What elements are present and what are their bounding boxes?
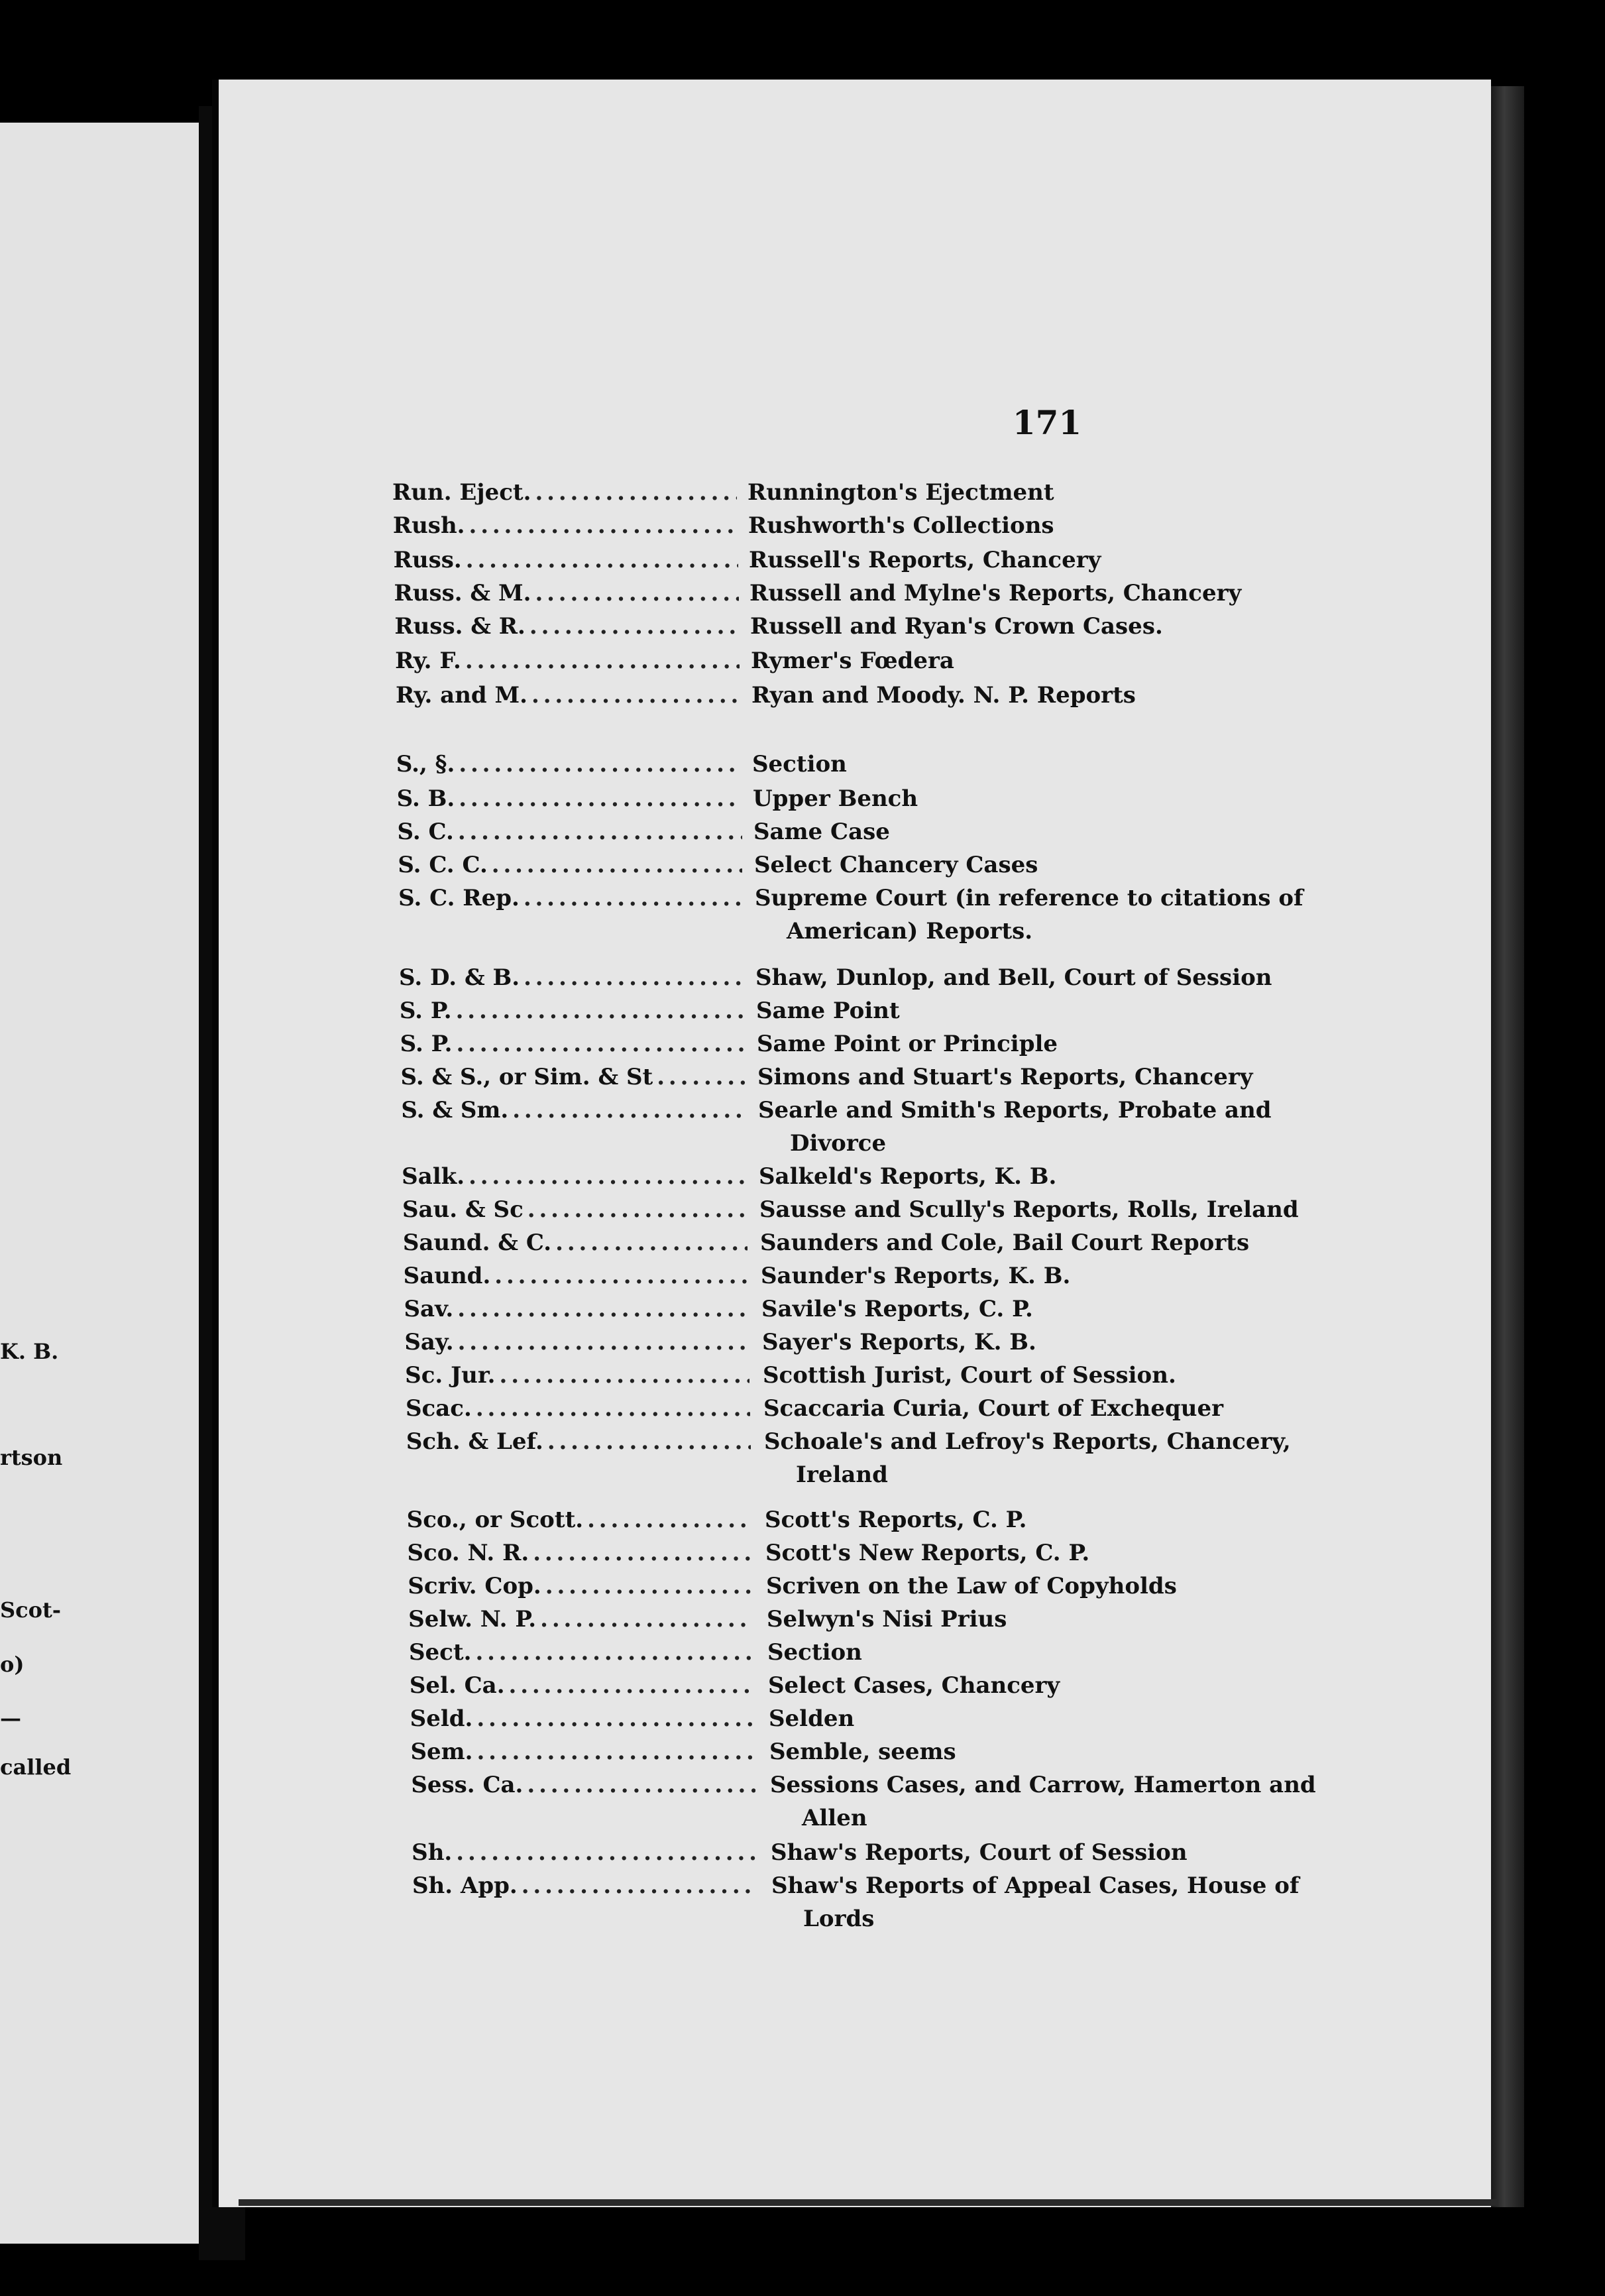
abbreviation-term (404, 1259, 748, 1292)
abbreviation-term (396, 748, 741, 781)
abbreviation-term (400, 1027, 745, 1061)
meaning-text: Scaccaria Curia, Court of Exchequer (763, 1395, 1224, 1422)
abbreviation-text: Sc. Jur. (405, 1362, 496, 1389)
meaning-text: Sausse and Scully's Reports, Rolls, Ireland (759, 1196, 1299, 1223)
meaning-text: Same Point or Principle (757, 1031, 1058, 1057)
abbreviation-term (399, 961, 744, 994)
abbreviation-meaning (756, 994, 1313, 1027)
abbreviation-term (398, 815, 742, 848)
meaning-text: Section (767, 1639, 862, 1666)
page-bottom-edge (239, 2199, 1498, 2206)
abbreviation-meaning (765, 1536, 1322, 1570)
meaning-text: Select Cases, Chancery (768, 1672, 1060, 1699)
facing-page-fragment: K. B. (0, 1339, 59, 1364)
abbreviation-text: Run. Eject. (392, 479, 531, 506)
abbreviation-term (408, 1603, 753, 1636)
abbreviation-term (402, 1193, 747, 1226)
meaning-text: Searle and Smith's Reports, Probate and (758, 1097, 1272, 1123)
abbreviation-meaning (761, 1292, 1318, 1326)
abbreviation-term (409, 1636, 753, 1669)
abbreviation-meaning (763, 1392, 1320, 1425)
abbreviation-term (412, 1869, 757, 1902)
abbreviation-meaning (751, 679, 1308, 712)
meaning-continuation: Allen (802, 1805, 867, 1831)
meaning-text: Same Case (753, 819, 890, 845)
abbreviation-meaning (759, 1160, 1315, 1193)
abbreviation-term (408, 1570, 752, 1603)
abbreviation-meaning (768, 1669, 1325, 1702)
abbreviation-meaning (757, 1061, 1314, 1094)
abbreviation-term (408, 1536, 752, 1570)
abbreviation-text: Seld. (410, 1705, 473, 1732)
abbreviation-meaning (767, 1603, 1323, 1636)
abbreviation-text: S. P. (400, 1031, 453, 1057)
abbreviation-term (404, 1292, 749, 1326)
abbreviation-meaning (762, 1326, 1319, 1359)
abbreviation-meaning (753, 782, 1309, 815)
abbreviation-term (400, 994, 744, 1027)
abbreviation-meaning (757, 1027, 1313, 1061)
meaning-text: Sayer's Reports, K. B. (762, 1329, 1036, 1355)
abbreviation-text: S. & Sm. (401, 1097, 509, 1123)
facing-page-fragment: rtson (0, 1445, 63, 1470)
abbreviation-text: Sel. Ca. (409, 1672, 505, 1699)
meaning-text: Semble, seems (769, 1739, 956, 1765)
meaning-text: Saunders and Cole, Bail Court Reports (760, 1230, 1250, 1256)
page-edge (1491, 86, 1524, 2207)
abbreviation-term (398, 882, 743, 915)
abbreviation-meaning (752, 748, 1309, 781)
abbreviation-meaning (767, 1636, 1324, 1669)
abbreviation-text: Rush. (392, 512, 465, 539)
meaning-text: Saunder's Reports, K. B. (761, 1263, 1071, 1289)
meaning-text: Schoale's and Lefroy's Reports, Chancery, (764, 1428, 1291, 1455)
abbreviation-term (398, 848, 742, 882)
facing-page-fragment: — (0, 1705, 21, 1731)
abbreviation-meaning (755, 961, 1312, 994)
abbreviation-meaning (759, 1193, 1316, 1226)
meaning-text: Scott's New Reports, C. P. (765, 1540, 1090, 1566)
meaning-text: Ryan and Moody. N. P. Reports (751, 682, 1136, 709)
abbreviation-term (404, 1326, 749, 1359)
abbreviation-term (406, 1392, 750, 1425)
meaning-text: Savile's Reports, C. P. (761, 1296, 1033, 1322)
facing-page-fragment: called (0, 1754, 72, 1780)
abbreviation-term (395, 644, 740, 677)
abbreviation-meaning (758, 1094, 1315, 1160)
abbreviation-text: Sau. & Sc (402, 1196, 524, 1223)
abbreviation-meaning (766, 1570, 1323, 1603)
abbreviation-meaning (749, 544, 1305, 577)
abbreviation-term (403, 1226, 747, 1259)
abbreviation-meaning (763, 1359, 1319, 1392)
meaning-text: Runnington's Ejectment (747, 479, 1054, 506)
document-page (212, 80, 1491, 2207)
abbreviation-term (411, 1768, 755, 1802)
meaning-text: Upper Bench (753, 785, 918, 812)
meaning-text: Shaw's Reports of Appeal Cases, House of (771, 1872, 1300, 1899)
meaning-text: Sessions Cases, and Carrow, Hamerton and (770, 1772, 1316, 1798)
abbreviation-text: Sect. (409, 1639, 472, 1666)
abbreviation-text: S. & S., or Sim. & St (400, 1064, 653, 1090)
meaning-text: Scriven on the Law of Copyholds (766, 1573, 1177, 1599)
abbreviation-text: Russ. & M. (394, 580, 531, 606)
abbreviation-text: Sh. (412, 1839, 453, 1866)
abbreviation-meaning (753, 815, 1310, 848)
meaning-text: Select Chancery Cases (754, 852, 1038, 878)
meaning-text: Russell and Ryan's Crown Cases. (750, 613, 1163, 640)
abbreviation-text: Russ. & R. (394, 613, 526, 640)
abbreviation-text: Saund. (403, 1263, 491, 1289)
abbreviation-meaning (749, 577, 1306, 610)
abbreviation-text: Sco. N. R. (407, 1540, 529, 1566)
abbreviation-text: Russ. (393, 547, 462, 573)
abbreviation-meaning (747, 476, 1304, 509)
abbreviation-term (396, 679, 740, 712)
abbreviation-meaning (761, 1259, 1317, 1292)
abbreviation-term (411, 1735, 755, 1768)
abbreviation-meaning (751, 644, 1307, 677)
abbreviation-text: Scac. (406, 1395, 472, 1422)
abbreviation-meaning (760, 1226, 1317, 1259)
page-number: 171 (1012, 403, 1082, 442)
meaning-text: Scottish Jurist, Court of Session. (763, 1362, 1176, 1389)
meaning-text: Russell's Reports, Chancery (749, 547, 1101, 573)
abbreviation-meaning (771, 1836, 1327, 1869)
meaning-continuation: Lords (803, 1906, 875, 1932)
abbreviation-term (394, 544, 738, 577)
meaning-text: Section (752, 751, 847, 777)
meaning-continuation: Ireland (796, 1462, 888, 1488)
abbreviation-text: Scriv. Cop. (408, 1573, 541, 1599)
facing-page-fragment: o) (0, 1652, 25, 1677)
abbreviation-term (402, 1160, 746, 1193)
meaning-continuation: American) Reports. (787, 918, 1033, 945)
abbreviation-text: S. C. C. (398, 852, 488, 878)
abbreviation-text: Ry. and M. (396, 682, 528, 709)
abbreviation-text: S. P. (399, 998, 452, 1024)
abbreviation-term (410, 1702, 755, 1735)
abbreviation-text: S. B. (396, 785, 455, 812)
abbreviation-meaning (770, 1768, 1327, 1835)
abbreviation-term (397, 782, 742, 815)
abbreviation-text: Sch. & Lef. (406, 1428, 543, 1455)
abbreviation-meaning (754, 848, 1311, 882)
meaning-text: Shaw's Reports, Court of Session (771, 1839, 1188, 1866)
abbreviation-term (410, 1669, 754, 1702)
abbreviation-text: Sco., or Scott. (406, 1507, 584, 1533)
abbreviation-meaning (755, 882, 1311, 948)
meaning-text: Russell and Mylne's Reports, Chancery (749, 580, 1242, 606)
meaning-continuation: Divorce (790, 1130, 887, 1157)
meaning-text: Rushworth's Collections (748, 512, 1054, 539)
abbreviation-meaning (750, 610, 1307, 643)
meaning-text: Scott's Reports, C. P. (765, 1507, 1027, 1533)
abbreviation-text: Sav. (404, 1296, 454, 1322)
meaning-text: Rymer's Fœdera (751, 648, 954, 674)
abbreviation-term (406, 1425, 751, 1458)
abbreviation-meaning (769, 1735, 1326, 1768)
abbreviation-term (407, 1503, 751, 1536)
abbreviation-text: Say. (404, 1329, 454, 1355)
meaning-text: Salkeld's Reports, K. B. (759, 1163, 1057, 1190)
abbreviation-text: Sem. (410, 1739, 473, 1765)
abbreviation-meaning (771, 1869, 1328, 1935)
abbreviation-meaning (765, 1503, 1321, 1536)
abbreviation-text: Selw. N. P. (408, 1606, 537, 1633)
meaning-text: Shaw, Dunlop, and Bell, Court of Session (755, 964, 1272, 991)
abbreviation-term (401, 1061, 746, 1094)
abbreviation-term (394, 610, 739, 643)
abbreviation-text: Salk. (402, 1163, 465, 1190)
abbreviation-term (392, 476, 737, 509)
abbreviation-text: Sh. App. (412, 1872, 518, 1899)
abbreviation-term (393, 509, 738, 542)
meaning-text: Supreme Court (in reference to citations of (755, 885, 1303, 911)
abbreviation-text: S. C. (397, 819, 454, 845)
meaning-text: Selwyn's Nisi Prius (767, 1606, 1007, 1633)
abbreviation-text: Ry. F. (395, 648, 461, 674)
abbreviation-meaning (748, 509, 1305, 542)
meaning-text: Selden (769, 1705, 855, 1732)
abbreviation-text: S. C. Rep. (398, 885, 520, 911)
abbreviation-text: Saund. & C. (402, 1230, 552, 1256)
abbreviation-text: Sess. Ca. (411, 1772, 524, 1798)
abbreviation-list (219, 80, 1491, 2207)
facing-page-fragment: Scot- (0, 1597, 61, 1623)
abbreviation-text: S. D. & B. (399, 964, 520, 991)
abbreviation-term (412, 1836, 756, 1869)
meaning-text: Same Point (756, 998, 900, 1024)
abbreviation-meaning (764, 1425, 1321, 1491)
facing-page (0, 123, 203, 2244)
abbreviation-term (394, 577, 739, 610)
abbreviation-meaning (769, 1702, 1325, 1735)
abbreviation-term (405, 1359, 749, 1392)
abbreviation-text: S., §. (396, 751, 455, 777)
meaning-text: Simons and Stuart's Reports, Chancery (757, 1064, 1253, 1090)
abbreviation-term (401, 1094, 746, 1127)
